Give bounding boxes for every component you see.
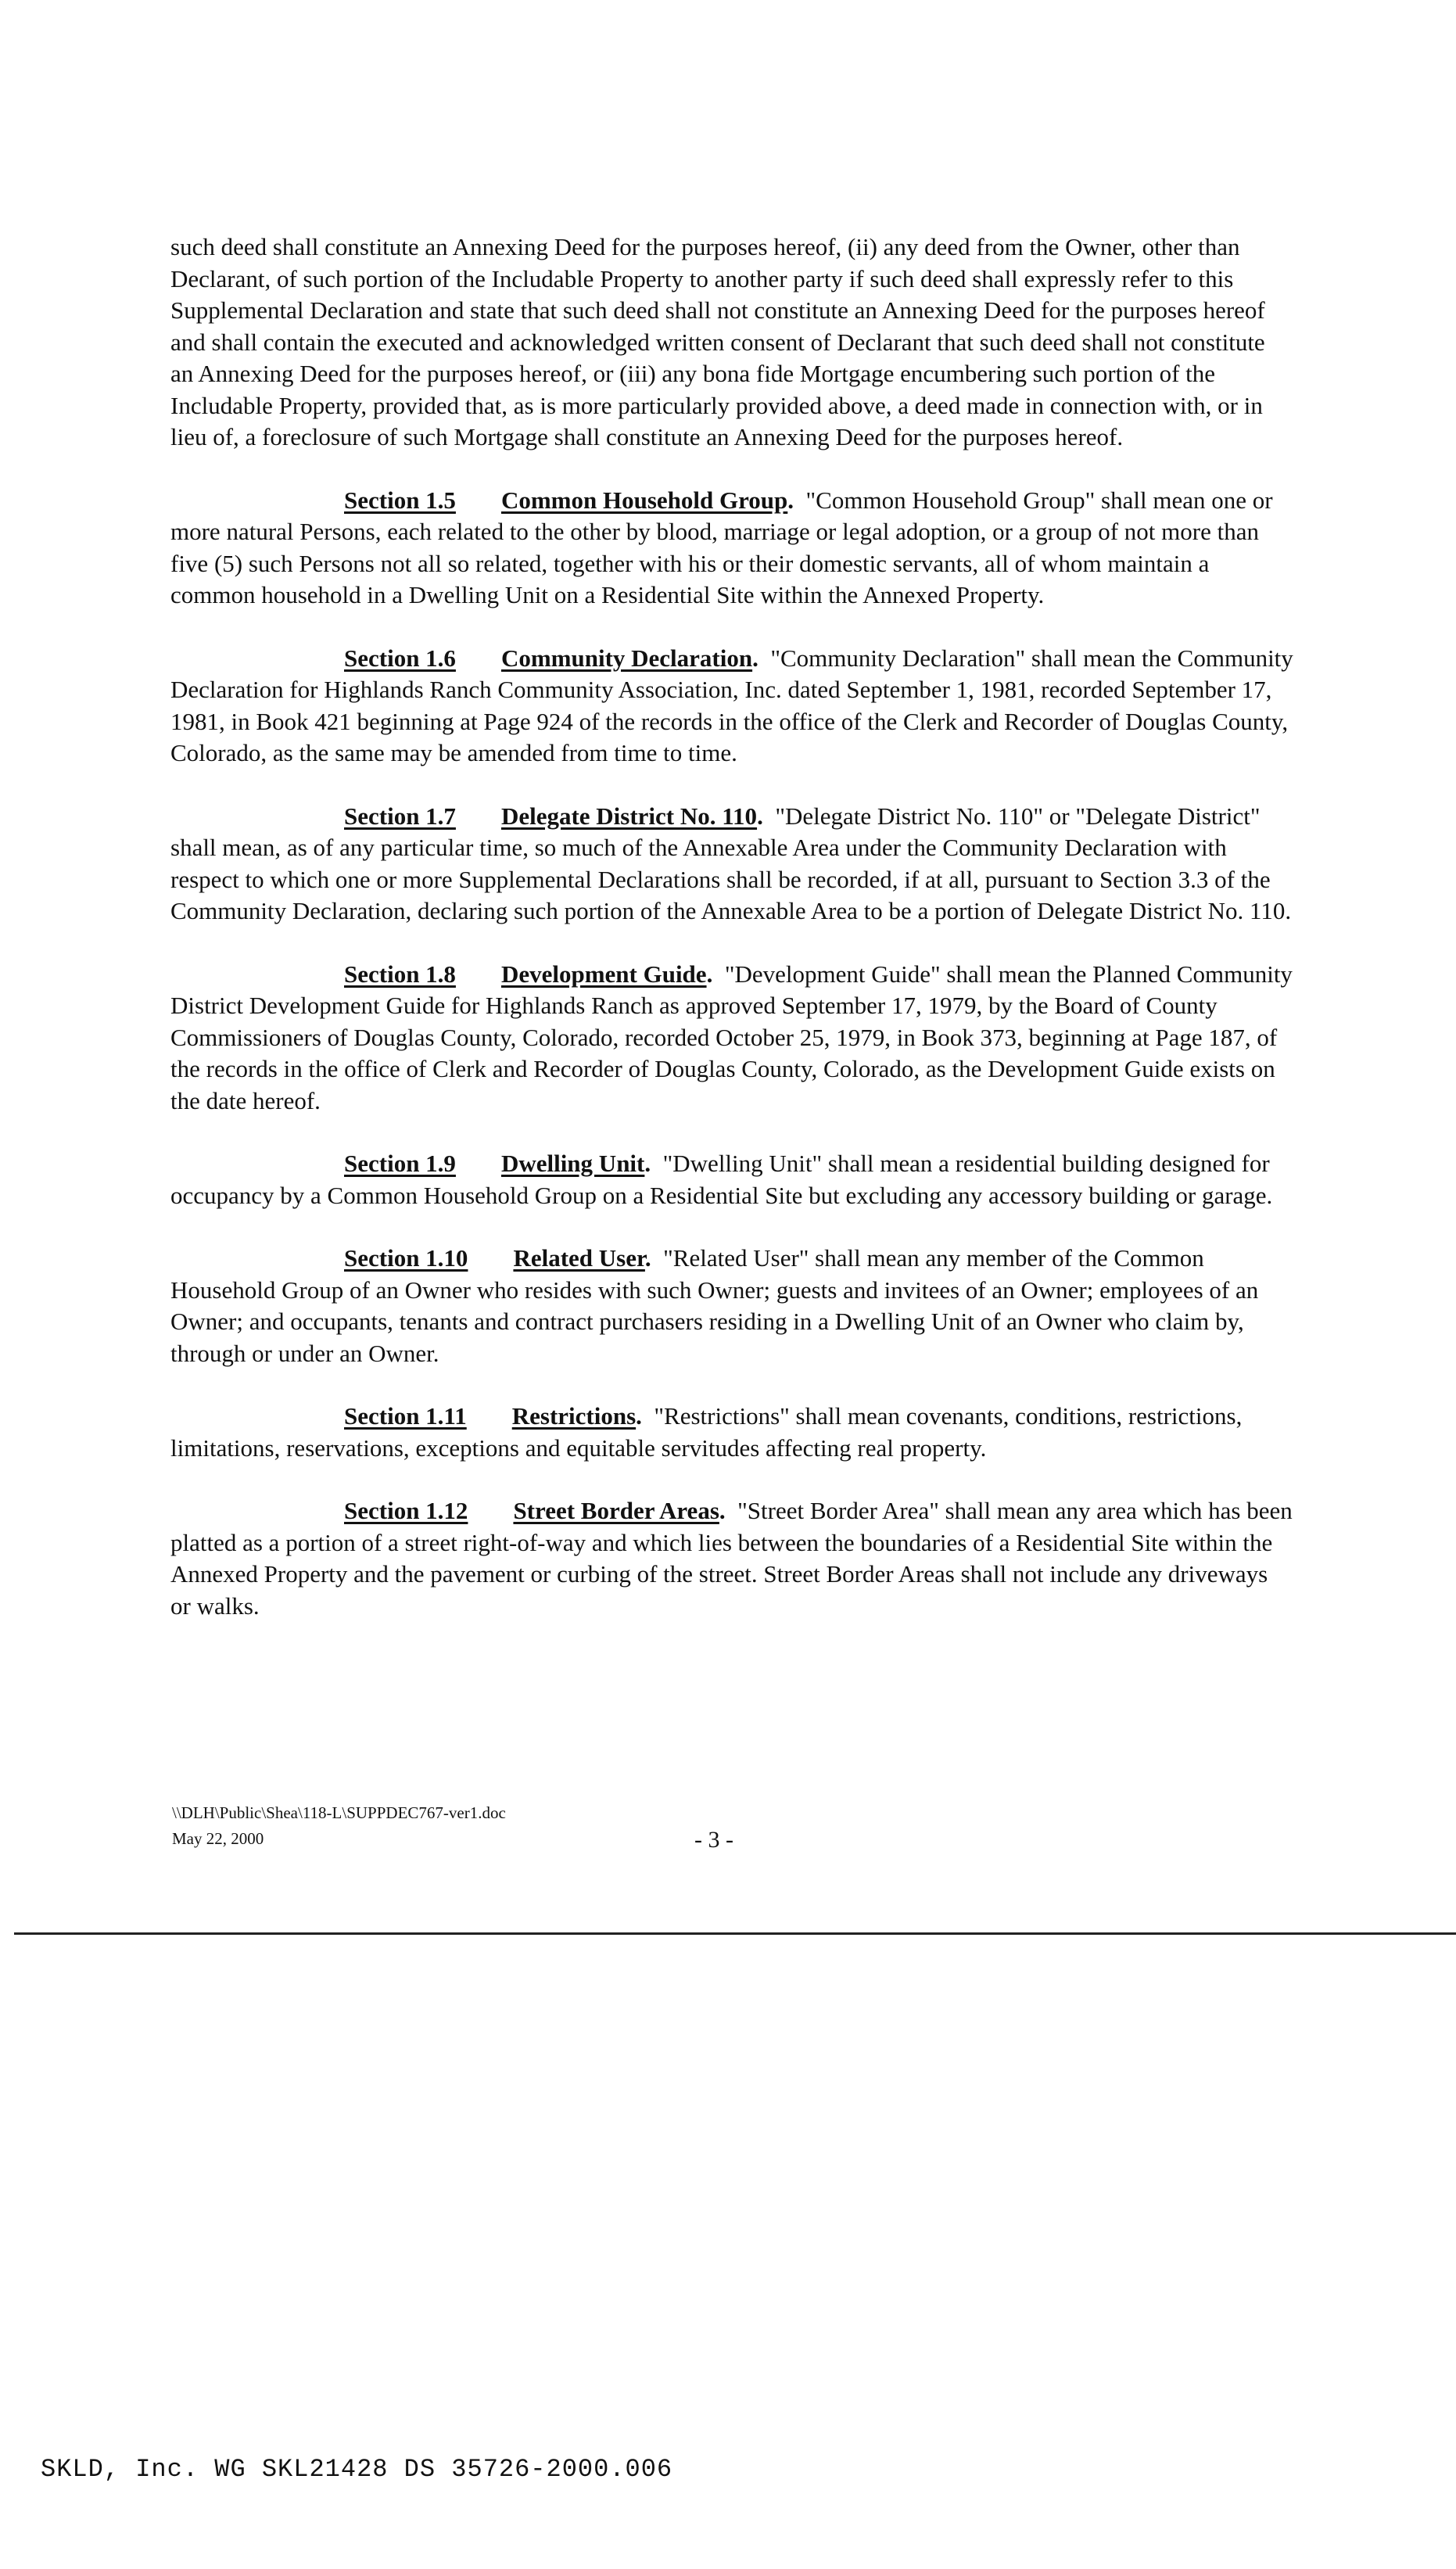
section-number: Section 1.7	[344, 802, 456, 830]
page-divider	[14, 1932, 1456, 1935]
section-text: "Related User" shall mean any member of the Common Household Group of an Owner who resides with such Owner; guests and invitees of an Owner; employees of an Owner; and occupants, tenants and contract purchasers residing in a Dwelling Unit of an Owner who claim by, through or under an Owner.	[170, 1244, 1259, 1367]
section-1-8: Section 1.8 Development Guide. "Development Guide" shall mean the Planned Community District Development Guide for Highlands Ranch as approved September 17, 1979, by the Board of County Commissioners of Douglas County, Colorado, recorded October 25, 1979, in Book 373, beginning at Page 187, of the records in the office of Clerk and Recorder of Douglas County, Colorado, as the Development Guide exists on the date hereof.	[170, 960, 1293, 1114]
section-text: "Delegate District No. 110" or "Delegate District" shall mean, as of any particular time, so much of the Annexable Area under the Community Declaration with respect to which one or more Supplemental Declarations shall be recorded, if at all, pursuant to Section 3.3 of the Community Declaration, declaring such portion of the Annexable Area to be a portion of Delegate District No. 110.	[170, 802, 1292, 924]
section-text: "Dwelling Unit" shall mean a residential building designed for occupancy by a Common Household Group on a Residential Site but excluding any accessory building or garage.	[170, 1150, 1273, 1209]
section-text: "Street Border Area" shall mean any area which has been platted as a portion of a street right-of-way and which lies between the boundaries of a Residential Site within the Annexed Property and the pavement or curbing of the street. Street Border Areas shall not include any driveways or walks.	[170, 1497, 1293, 1620]
section-1-5: Section 1.5 Common Household Group. "Common Household Group" shall mean one or more natural Persons, each related to the other by blood, marriage or legal adoption, or a group of not more than five (5) such Persons not all so related, together with his or their domestic servants, all of whom maintain a common household in a Dwelling Unit on a Residential Site within the Annexed Property.	[170, 486, 1273, 608]
section-title: Restrictions	[511, 1402, 637, 1430]
section-number: Section 1.9	[344, 1150, 456, 1177]
section-1-11: Section 1.11 Restrictions. "Restrictions" shall mean covenants, conditions, restrictions, limitations, reservations, exceptions and equitable servitudes affecting real property.	[170, 1402, 1243, 1462]
section-1-12: Section 1.12 Street Border Areas. "Street Border Area" shall mean any area which has been platted as a portion of a street right-of-way and which lies between the boundaries of a Residential Site within the Annexed Property and the pavement or curbing of the street. Street Border Areas shall not include any driveways or walks.	[170, 1497, 1293, 1620]
section-1-7: Section 1.7 Delegate District No. 110. "Delegate District No. 110" or "Delegate District" shall mean, as of any particular time, so much of the Annexable Area under the Community Declaration with respect to which one or more Supplemental Declarations shall be recorded, if at all, pursuant to Section 3.3 of the Community Declaration, declaring such portion of the Annexable Area to be a portion of Delegate District No. 110.	[170, 802, 1292, 924]
section-text: "Community Declaration" shall mean the Community Declaration for Highlands Ranch Community Association, Inc. dated September 1, 1981, recorded September 17, 1981, in Book 421 beginning at Page 924 of the records in the office of the Clerk and Recorder of Douglas County, Colorado, as the same may be amended from time to time.	[170, 644, 1293, 766]
section-title: Community Declaration	[500, 644, 753, 672]
section-number: Section 1.5	[344, 486, 456, 514]
section-title: Delegate District No. 110	[500, 802, 758, 830]
page-number: - 3 -	[694, 1827, 733, 1853]
intro-paragraph: such deed shall constitute an Annexing Deed for the purposes hereof, (ii) any deed from the Owner, other than Declarant, of such portion of the Includable Property to another party if such deed shall expressly refer to this Supplemental Declaration and state that such deed shall not constitute an Annexing Deed for the purposes hereof and shall contain the executed and acknowledged written consent of Declarant that such deed shall not constitute an Annexing Deed for the purposes hereof, or (iii) any bona fide Mortgage encumbering such portion of the Includable Property, provided that, as is more particularly provided above, a deed made in connection with, or in lieu of, a foreclosure of such Mortgage shall constitute an Annexing Deed for the purposes hereof.	[170, 233, 1265, 450]
section-1-6: Section 1.6 Community Declaration. "Community Declaration" shall mean the Community Declaration for Highlands Ranch Community Association, Inc. dated September 1, 1981, recorded September 17, 1981, in Book 421 beginning at Page 924 of the records in the office of the Clerk and Recorder of Douglas County, Colorado, as the same may be amended from time to time.	[170, 644, 1293, 766]
footer-date: May 22, 2000	[172, 1829, 264, 1848]
section-text: "Common Household Group" shall mean one or more natural Persons, each related to the other by blood, marriage or legal adoption, or a group of not more than five (5) such Persons not all so related, together with his or their domestic servants, all of whom maintain a common household in a Dwelling Unit on a Residential Site within the Annexed Property.	[170, 486, 1273, 608]
section-number: Section 1.8	[344, 960, 456, 988]
section-title: Dwelling Unit	[500, 1150, 645, 1177]
section-title: Development Guide	[500, 960, 707, 988]
page-footer	[172, 1800, 876, 1852]
document-body	[170, 231, 1293, 1622]
section-text: "Development Guide" shall mean the Planned Community District Development Guide for Highlands Ranch as approved September 17, 1979, by the Board of County Commissioners of Douglas County, Colorado, recorded October 25, 1979, in Book 373, beginning at Page 187, of the records in the office of Clerk and Recorder of Douglas County, Colorado, as the Development Guide exists on the date hereof.	[170, 960, 1293, 1114]
section-title: Related User	[513, 1244, 645, 1272]
section-text: "Restrictions" shall mean covenants, conditions, restrictions, limitations, reservations, exceptions and equitable servitudes affecting real property.	[170, 1402, 1243, 1462]
section-1-10: Section 1.10 Related User. "Related User" shall mean any member of the Common Household Group of an Owner who resides with such Owner; guests and invitees of an Owner; employees of an Owner; and occupants, tenants and contract purchasers residing in a Dwelling Unit of an Owner who claim by, through or under an Owner.	[170, 1244, 1259, 1367]
section-number: Section 1.11	[344, 1402, 467, 1430]
section-1-9: Section 1.9 Dwelling Unit. "Dwelling Unit" shall mean a residential building designed for occupancy by a Common Household Group on a Residential Site but excluding any accessory building or garage.	[170, 1150, 1273, 1209]
recording-stamp: SKLD, Inc. WG SKL21428 DS 35726-2000.006	[41, 2455, 673, 2484]
section-number: Section 1.6	[344, 644, 456, 672]
section-number: Section 1.10	[344, 1244, 468, 1272]
section-number: Section 1.12	[344, 1497, 468, 1524]
footer-file-path: \\DLH\Public\Shea\118-L\SUPPDEC767-ver1.doc	[172, 1803, 506, 1822]
section-title: Street Border Areas	[513, 1497, 719, 1524]
section-title: Common Household Group	[500, 486, 788, 514]
